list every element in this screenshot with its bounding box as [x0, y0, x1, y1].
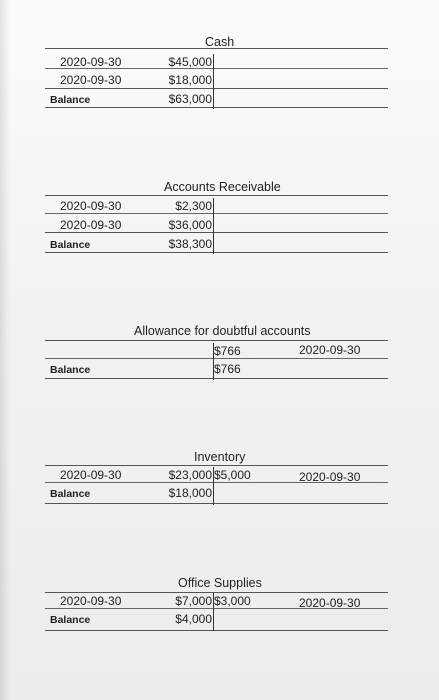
t-account-divider	[213, 198, 214, 254]
balance-label: Balance	[50, 94, 91, 106]
balance-rule	[45, 232, 388, 233]
balance-label: Balance	[50, 614, 91, 626]
row-rule	[45, 608, 388, 609]
row-rule	[45, 213, 388, 214]
debit-amount: $2,300	[175, 199, 212, 213]
header-rule	[45, 195, 388, 196]
t-account-divider	[213, 343, 214, 380]
balance-amount: $4,000	[175, 612, 212, 626]
debit-date: 2020-09-30	[60, 468, 122, 482]
account-title-allowance: Allowance for doubtful accounts	[134, 324, 311, 338]
debit-date: 2020-09-30	[60, 199, 122, 213]
t-account-divider	[213, 54, 214, 109]
credit-amount: $766	[214, 344, 241, 358]
bottom-rule	[45, 630, 388, 631]
debit-amount: $36,000	[168, 218, 212, 232]
account-title-office-supplies: Office Supplies	[178, 576, 262, 590]
header-rule	[45, 465, 388, 466]
bottom-rule	[45, 252, 388, 253]
bottom-rule	[45, 378, 388, 379]
debit-date: 2020-09-30	[60, 594, 122, 608]
t-account-divider	[213, 593, 214, 631]
balance-amount: $766	[214, 362, 241, 376]
debit-date: 2020-09-30	[60, 218, 122, 232]
page-edge-shadow	[0, 0, 10, 700]
credit-date: 2020-09-30	[299, 596, 361, 610]
credit-date: 2020-09-30	[299, 343, 361, 357]
balance-amount: $18,000	[168, 486, 212, 500]
row-rule	[45, 482, 388, 483]
t-account-divider	[213, 467, 214, 505]
debit-amount: $18,000	[168, 73, 212, 87]
credit-amount: $5,000	[214, 468, 251, 482]
account-title-cash: Cash	[205, 35, 235, 49]
balance-label: Balance	[50, 488, 91, 500]
debit-date: 2020-09-30	[60, 55, 122, 69]
debit-date: 2020-09-30	[60, 73, 122, 87]
credit-amount: $3,000	[214, 594, 251, 608]
balance-rule	[45, 88, 388, 89]
row-rule	[45, 68, 388, 69]
header-rule	[45, 592, 388, 593]
credit-date: 2020-09-30	[299, 470, 361, 484]
balance-label: Balance	[50, 364, 91, 376]
row-rule	[45, 358, 388, 359]
header-rule	[45, 340, 388, 341]
bottom-rule	[45, 503, 388, 504]
debit-amount: $45,000	[168, 55, 212, 69]
balance-amount: $38,300	[168, 237, 212, 251]
bottom-rule	[45, 107, 388, 108]
debit-amount: $23,000	[168, 468, 212, 482]
balance-amount: $63,000	[168, 92, 212, 106]
account-title-accounts-receivable: Accounts Receivable	[164, 180, 281, 194]
account-title-inventory: Inventory	[194, 450, 246, 464]
balance-label: Balance	[50, 239, 91, 251]
debit-amount: $7,000	[175, 594, 212, 608]
header-rule	[45, 48, 388, 49]
